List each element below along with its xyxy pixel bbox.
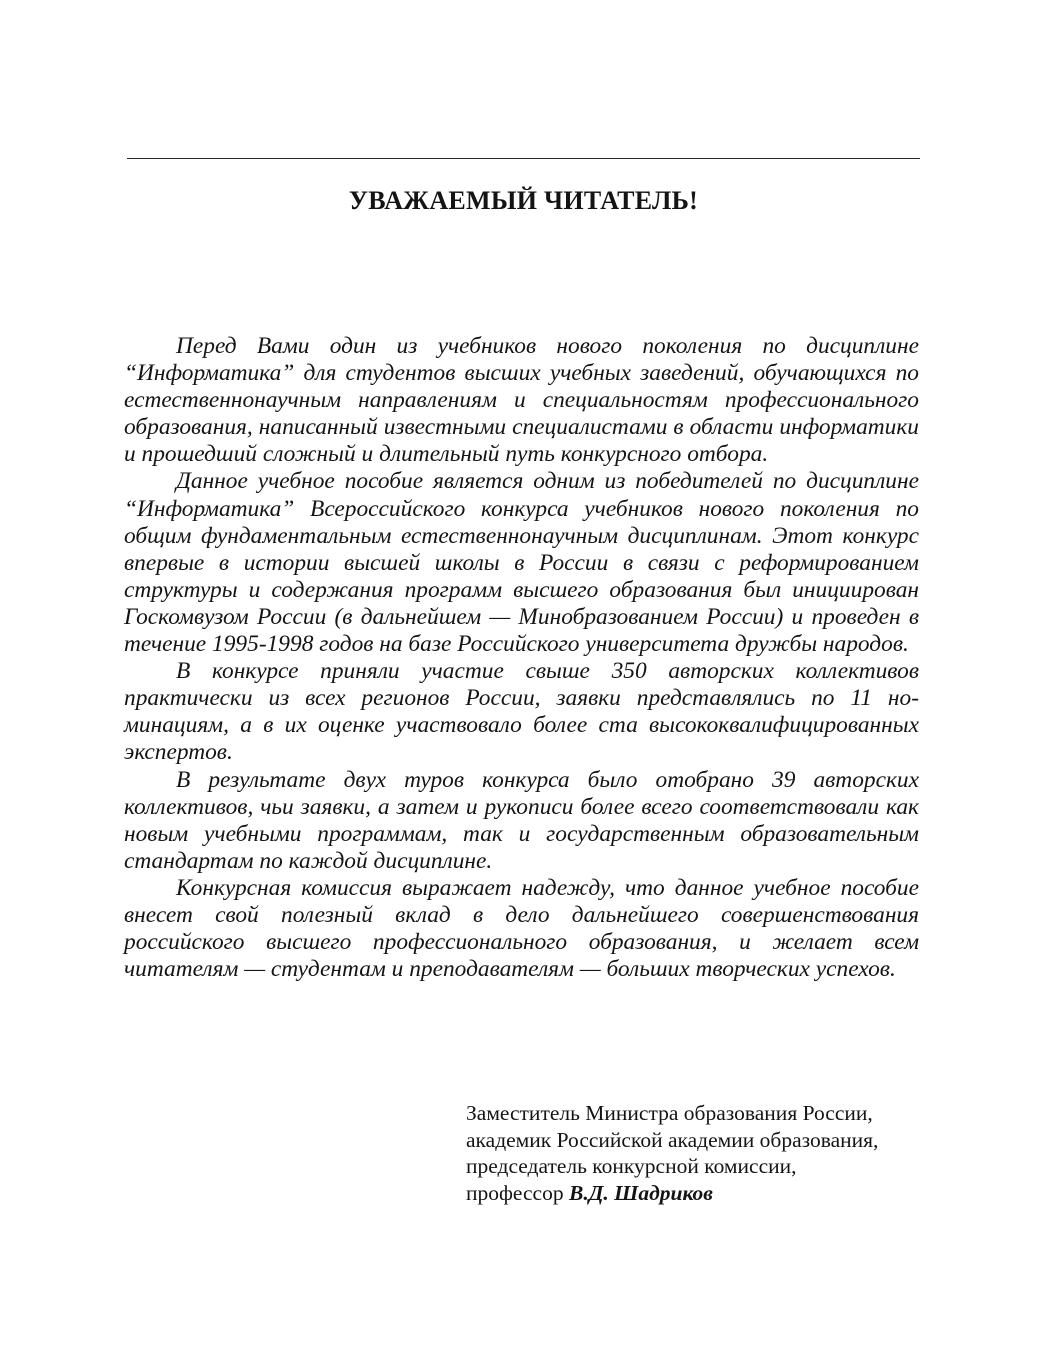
paragraph-2: Данное учебное пособие является одним из победителей по дисциплине “Информатика” Всероссийского конкурса учебников нового поколения по общим фундаментальным естественнонаучным дисциплинам. Этот конкурс впервые в истории высшей школы в России в связи с реформированием структуры и содержания программ высшего образования был инициирован Госкомвузом России (в дальнейшем — Минобразованием России) и проведен в течение 1995-1998 годов на базе Российского университета дружбы народов.	[124, 468, 919, 658]
signature-name-line	[466, 1180, 936, 1207]
signature-role: председатель конкурсной комиссии,	[466, 1154, 797, 1178]
signature-rank: профессор	[466, 1180, 564, 1205]
paragraph-3: В конкурсе приняли участие свыше 350 авторских коллективов практически из всех регионов России, заявки представлялись по 11 номинациям, а в их оценке участвовало более ста высококвалифицированных экспертов.	[124, 658, 919, 766]
paragraph-5: Конкурсная комиссия выражает надежду, что данное учебное пособие внесет свой полезный вклад в дело дальнейшего совершенствования российского высшего профессионального образования, и желает всем читателям — студентам и преподавателям — больших творческих успехов.	[124, 874, 919, 983]
signature-name: В.Д. Шадриков	[568, 1180, 713, 1205]
header-rule	[127, 158, 920, 159]
paragraph-1: Перед Вами один из учебников нового поколения по дисциплине “Информатика” для студентов высших учебных заведений, обучающихся по естественнонаучным направлениям и специальностям профессионального образования, написанный известными специалистами в области информатики и прошедший сложный и длительный путь конкурсного отбора.	[124, 333, 919, 468]
body-text	[124, 333, 919, 983]
paragraph-4: В результате двух туров конкурса было отобрано 39 авторских коллективов, чьи заявки, а затем и рукописи более всего соответствовали как новым учебными программам, так и государственным образовательным стандартам по каждой дисциплине.	[124, 766, 919, 874]
signature-position: Заместитель Министра образования России,	[466, 1101, 873, 1125]
signature-block	[466, 1100, 936, 1206]
signature-academic-title: академик Российской академии образования,	[466, 1127, 879, 1152]
page-title: УВАЖАЕМЫЙ ЧИТАТЕЛЬ!	[348, 186, 699, 215]
